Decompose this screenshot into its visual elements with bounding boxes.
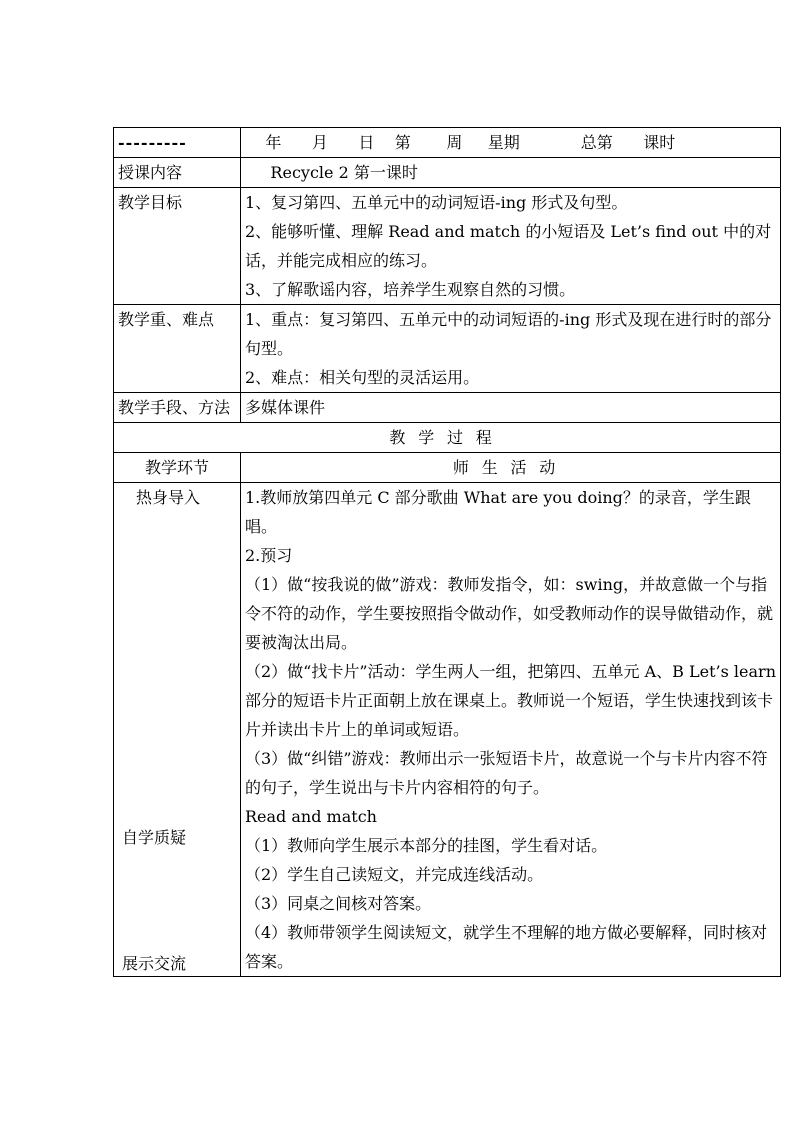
objective-3: 3、了解歌谣内容，培养学生观察自然的习惯。: [245, 280, 576, 299]
header-date-line: 年 月 日 第 周 星期 总第 课时: [241, 128, 781, 158]
content-text: Recycle 2 第一课时: [245, 163, 418, 182]
row-label-methods: 教学手段、方法: [114, 393, 241, 423]
process-header-activity: 师生活动: [241, 453, 781, 483]
row-label-keypoints: 教学重、难点: [114, 305, 241, 393]
header-dashes: ---------: [114, 128, 241, 158]
row-value-methods: [241, 393, 781, 423]
row-keypoints: [114, 305, 781, 393]
methods-text: 多媒体课件: [245, 398, 326, 417]
activity-column: [241, 483, 781, 977]
activity-item: （4）教师带领学生阅读短文，就学生不理解的地方做必要解释，同时核对答案。: [245, 923, 768, 971]
stage-column: [114, 483, 241, 977]
stage-selfstudy: 自学质疑: [122, 828, 187, 847]
activity-item: （2）做“找卡片”活动：学生两人一组，把第四、五单元 A、B Let’s learn 部分的短语卡片正面朝上放在课桌上。教师说一个短语，学生快速找到该卡片并读出卡片上的单词或短语。: [245, 662, 777, 739]
row-content: [114, 158, 781, 188]
activity-item: （1）做“按我说的做”游戏：教师发指令，如：swing，并故意做一个与指令不符的动作，学生要按照指令做动作，如受教师动作的误导做错动作，就要被淘汰出局。: [245, 575, 774, 652]
row-label-objectives: 教学目标: [114, 188, 241, 305]
lesson-plan-table: [113, 127, 781, 977]
objective-2: 2、能够听懂、理解 Read and match 的小短语及 Let’s find out 中的对话，并能完成相应的练习。: [245, 222, 772, 270]
process-title-row: [114, 423, 781, 453]
activity-item: （1）教师向学生展示本部分的挂图，学生看对话。: [245, 836, 608, 855]
row-objectives: [114, 188, 781, 305]
activity-item: （3）同桌之间核对答案。: [245, 894, 432, 913]
activity-item: 2.预习: [245, 546, 293, 565]
row-value-content: [241, 158, 781, 188]
activity-item: 1.教师放第四单元 C 部分歌曲 What are you doing？的录音，学生跟唱。: [245, 488, 751, 536]
keypoint-2: 2、难点：相关句型的灵活运用。: [245, 368, 480, 387]
activity-item: Read and match: [245, 807, 377, 826]
header-row: [114, 128, 781, 158]
process-title: 教学过程: [114, 423, 781, 453]
row-label-content: 授课内容: [114, 158, 241, 188]
stage-show: 展示交流: [122, 954, 187, 973]
objective-1: 1、复习第四、五单元中的动词短语-ing 形式及句型。: [245, 193, 628, 212]
row-methods: [114, 393, 781, 423]
process-body-row: [114, 483, 781, 977]
stage-warmup: 热身导入: [136, 488, 201, 507]
process-header-row: [114, 453, 781, 483]
row-value-keypoints: [241, 305, 781, 393]
activity-item: （3）做“纠错”游戏：教师出示一张短语卡片，故意说一个与卡片内容不符的句子，学生说出与卡片内容相符的句子。: [245, 749, 768, 797]
keypoint-1: 1、重点：复习第四、五单元中的动词短语的-ing 形式及现在进行时的部分句型。: [245, 310, 772, 358]
activity-item: （2）学生自己读短文，并完成连线活动。: [245, 865, 544, 884]
process-header-stage: 教学环节: [114, 453, 241, 483]
row-value-objectives: [241, 188, 781, 305]
